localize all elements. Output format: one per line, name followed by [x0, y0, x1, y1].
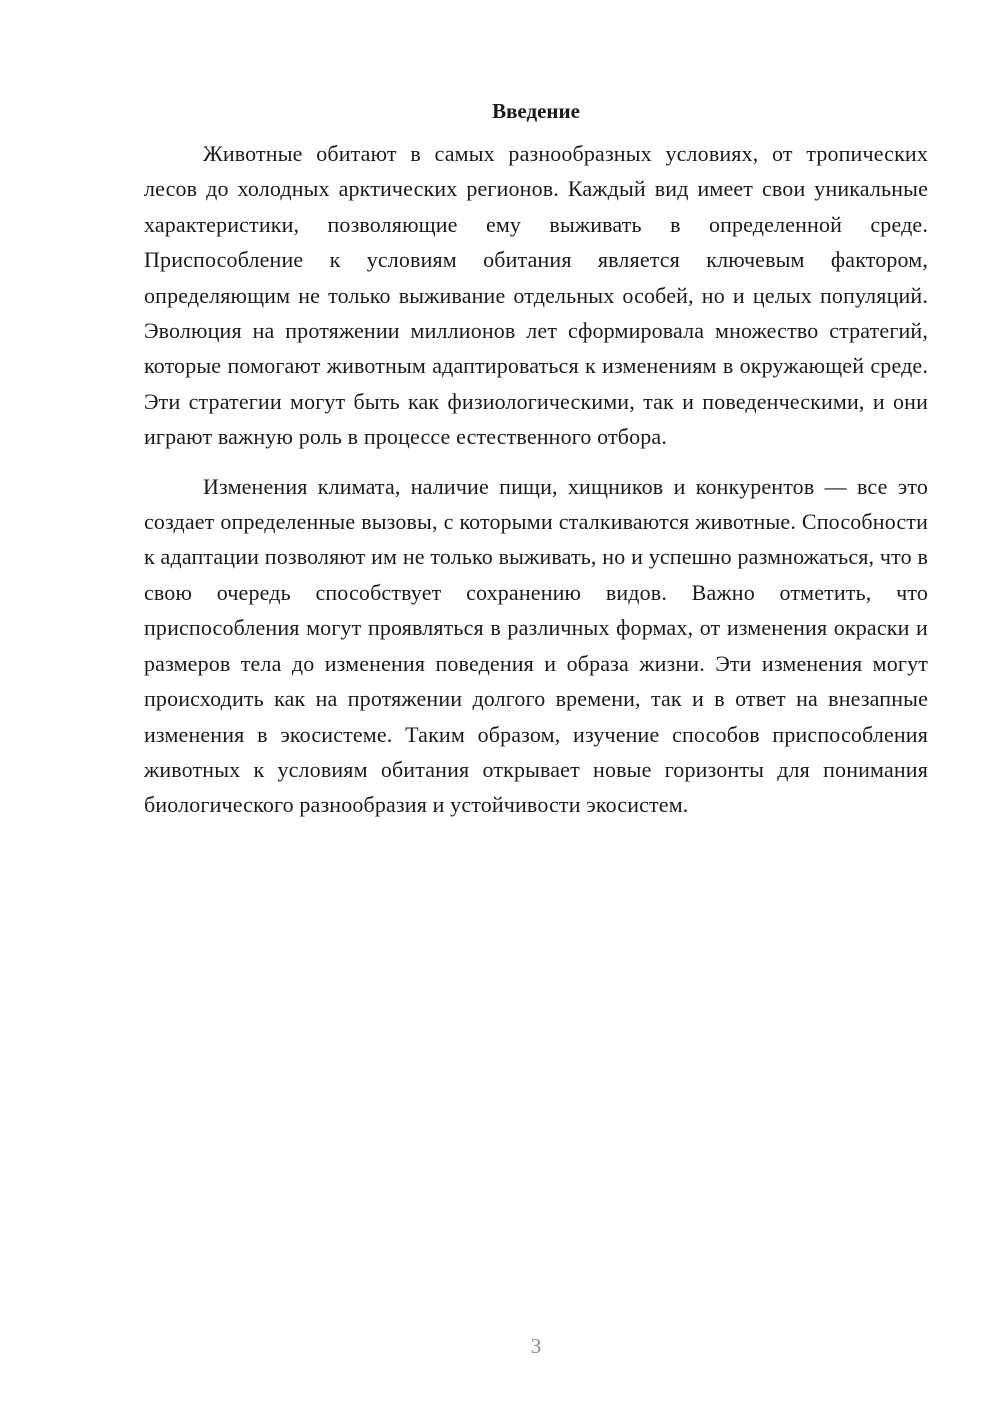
- section-title: Введение: [492, 99, 580, 123]
- paragraph-2: Изменения климата, наличие пищи, хищников и конкурентов — все это создает определенные вызовы, с которыми сталкиваются животные. Способности к адаптации позволяют им не только выживать, но и успешно размножаться, что в свою очередь способствует сохранению видов. Важно отметить, что приспособления могут проявляться в различных формах, от изменения окраски и размеров тела до изменения поведения и образа жизни. Эти изменения могут происходить как на протяжении долгого времени, так и в ответ на внезапные изменения в экосистеме. Таким образом, изучение способов приспособления животных к условиям обитания открывает новые горизонты для понимания биологического разнообразия и устойчивости экосистем.: [144, 473, 928, 818]
- paragraph-1: Животные обитают в самых разнообразных условиях, от тропических лесов до холодных арктических регионов. Каждый вид имеет свои уникальные характеристики, позволяющие ему выживать в определенной среде. Приспособление к условиям обитания является ключевым фактором, определяющим не только выживание отдельных особей, но и целых популяций. Эволюция на протяжении миллионов лет сформировала множество стратегий, которые помогают животным адаптироваться к изменениям в окружающей среде. Эти стратегии могут быть как физиологическими, так и поведенческими, и они играют важную роль в процессе естественного отбора.: [144, 141, 928, 450]
- page-number: 3: [530, 1334, 542, 1358]
- page-content: [144, 96, 928, 823]
